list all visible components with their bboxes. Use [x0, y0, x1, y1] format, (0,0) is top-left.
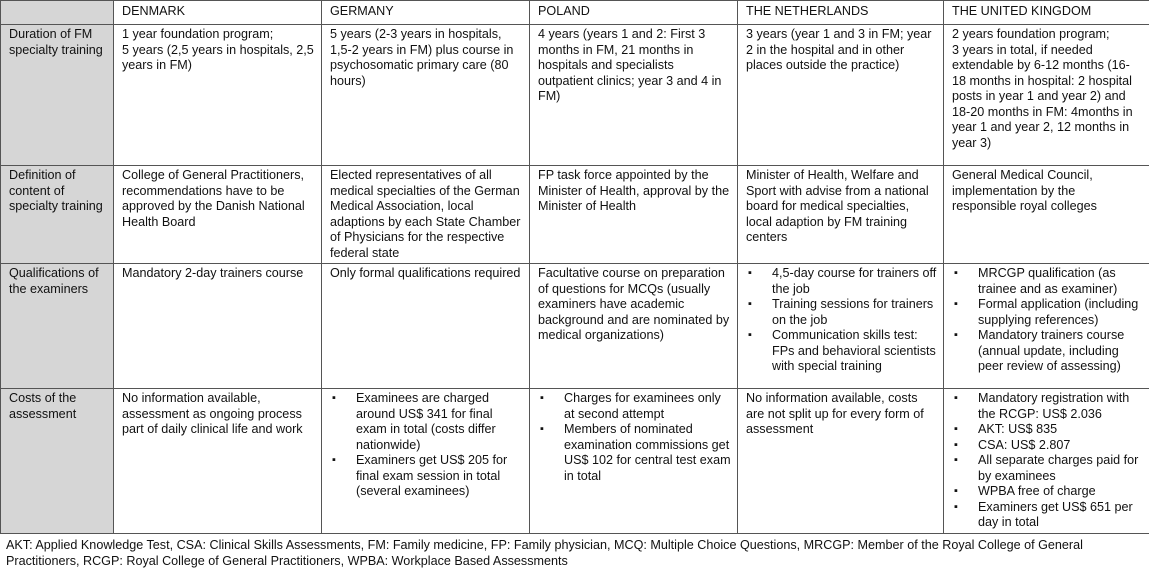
cell-text: Minister of Health, Welfare and Sport with advise from a national board for medical specialties, local adaption by FM training centers: [746, 168, 937, 246]
bullet-list: [538, 391, 731, 484]
cell-text: 4 years (years 1 and 2: First 3 months in FM, 21 months in hospitals and specialists outpatient clinics; year 3 and 4 in FM): [538, 27, 731, 105]
cell-text: No information available, assessment as ongoing process part of daily clinical life and work: [122, 391, 315, 438]
cell-text: Elected representatives of all medical specialties of the German Medical Association, local adaptions by each State Chamber of Physicians for the respective federal state: [330, 168, 523, 261]
cell-text: FP task force appointed by the Minister of Health, approval by the Minister of Health: [538, 168, 731, 215]
cell-text: 5 years (2-3 years in hospitals, 1,5-2 years in FM) plus course in psychosomatic primary care (80 hours): [330, 27, 523, 89]
header-row: [1, 1, 1149, 25]
bullet-list: [330, 391, 523, 500]
cell-poland: [530, 389, 738, 534]
cell-denmark: [114, 389, 322, 534]
cell-poland: [530, 25, 738, 166]
cell-denmark: [114, 25, 322, 166]
row-costs: [1, 389, 1149, 534]
cell-text: Facultative course on preparation of questions for MCQs (usually examiners have academic background and are nominated by medical organizations): [538, 266, 731, 344]
bullet-item: ▪ Examiners get US$ 205 for final exam session in total (several examinees): [330, 453, 523, 500]
cell-germany: [322, 264, 530, 389]
row-label: Qualifications of the examiners: [1, 264, 114, 389]
cell-text: No information available, costs are not split up for every form of assessment: [746, 391, 937, 438]
bullet-item: ▪ Mandatory trainers course (annual update, including peer review of assessing): [952, 328, 1143, 375]
bullet-item: ▪ CSA: US$ 2.807: [952, 438, 1143, 454]
cell-uk: [944, 25, 1149, 166]
cell-text: 5 years (2,5 years in hospitals, 2,5 years in FM): [122, 43, 315, 74]
row-label: Definition of content of specialty training: [1, 166, 114, 264]
row-duration: [1, 25, 1149, 166]
cell-denmark: [114, 264, 322, 389]
header-stub: [1, 1, 114, 25]
cell-netherlands: [738, 166, 944, 264]
cell-text: 3 years in total, if needed extendable by 6-12 months (16-18 months in hospital: 2 hospital posts in year 1 and year 2) and 18-20 months in FM: 4months in year 1 and year 2, 12 months in year 3): [952, 43, 1143, 152]
bullet-item: ▪ MRCGP qualification (as trainee and as examiner): [952, 266, 1143, 297]
cell-text: Only formal qualifications required: [330, 266, 523, 282]
bullet-item: ▪ WPBA free of charge: [952, 484, 1143, 500]
cell-denmark: [114, 166, 322, 264]
cell-uk: [944, 264, 1149, 389]
bullet-item: ▪ Members of nominated examination commissions get US$ 102 for central test exam in total: [538, 422, 731, 484]
cell-uk: [944, 166, 1149, 264]
cell-netherlands: [738, 25, 944, 166]
bullet-list: [952, 391, 1143, 531]
bullet-item: ▪ Training sessions for trainers on the job: [746, 297, 937, 328]
cell-netherlands: [738, 264, 944, 389]
bullet-item: ▪ AKT: US$ 835: [952, 422, 1143, 438]
footnote: AKT: Applied Knowledge Test, CSA: Clinical Skills Assessments, FM: Family medicine, FP: Family physician, MCQ: Multiple Choice Questions, MRCGP: Member of the Royal College of General Practitioners, RCGP: Royal College of General Practitioners, WPBA: Workplace Based Assessments: [0, 534, 1149, 569]
bullet-item: ▪ Mandatory registration with the RCGP: US$ 2.036: [952, 391, 1143, 422]
bullet-list: [952, 266, 1143, 375]
bullet-list: [746, 266, 937, 375]
header-poland: POLAND: [530, 1, 738, 25]
cell-text: 3 years (year 1 and 3 in FM; year 2 in the hospital and in other places outside the practice): [746, 27, 937, 74]
cell-text: General Medical Council, implementation by the responsible royal colleges: [952, 168, 1143, 215]
cell-poland: [530, 166, 738, 264]
row-label: Duration of FM specialty training: [1, 25, 114, 166]
header-germany: GERMANY: [322, 1, 530, 25]
cell-germany: [322, 389, 530, 534]
header-uk: THE UNITED KINGDOM: [944, 1, 1149, 25]
cell-netherlands: [738, 389, 944, 534]
bullet-item: ▪ 4,5-day course for trainers off the job: [746, 266, 937, 297]
header-netherlands: THE NETHERLANDS: [738, 1, 944, 25]
bullet-item: ▪ Examinees are charged around US$ 341 for final exam in total (costs differ nationwide): [330, 391, 523, 453]
cell-text: Mandatory 2-day trainers course: [122, 266, 315, 282]
cell-text: 2 years foundation program;: [952, 27, 1143, 43]
cell-text: College of General Practitioners, recommendations have to be approved by the Danish National Health Board: [122, 168, 315, 230]
bullet-item: ▪ Communication skills test: FPs and behavioral scientists with special training: [746, 328, 937, 375]
cell-poland: [530, 264, 738, 389]
header-denmark: DENMARK: [114, 1, 322, 25]
bullet-item: ▪ Formal application (including supplying references): [952, 297, 1143, 328]
row-label: Costs of the assessment: [1, 389, 114, 534]
row-definition: [1, 166, 1149, 264]
cell-text: 1 year foundation program;: [122, 27, 315, 43]
cell-germany: [322, 25, 530, 166]
bullet-item: ▪ Examiners get US$ 651 per day in total: [952, 500, 1143, 531]
cell-germany: [322, 166, 530, 264]
row-qualifications: [1, 264, 1149, 389]
bullet-item: ▪ Charges for examinees only at second attempt: [538, 391, 731, 422]
cell-uk: [944, 389, 1149, 534]
bullet-item: ▪ All separate charges paid for by examinees: [952, 453, 1143, 484]
